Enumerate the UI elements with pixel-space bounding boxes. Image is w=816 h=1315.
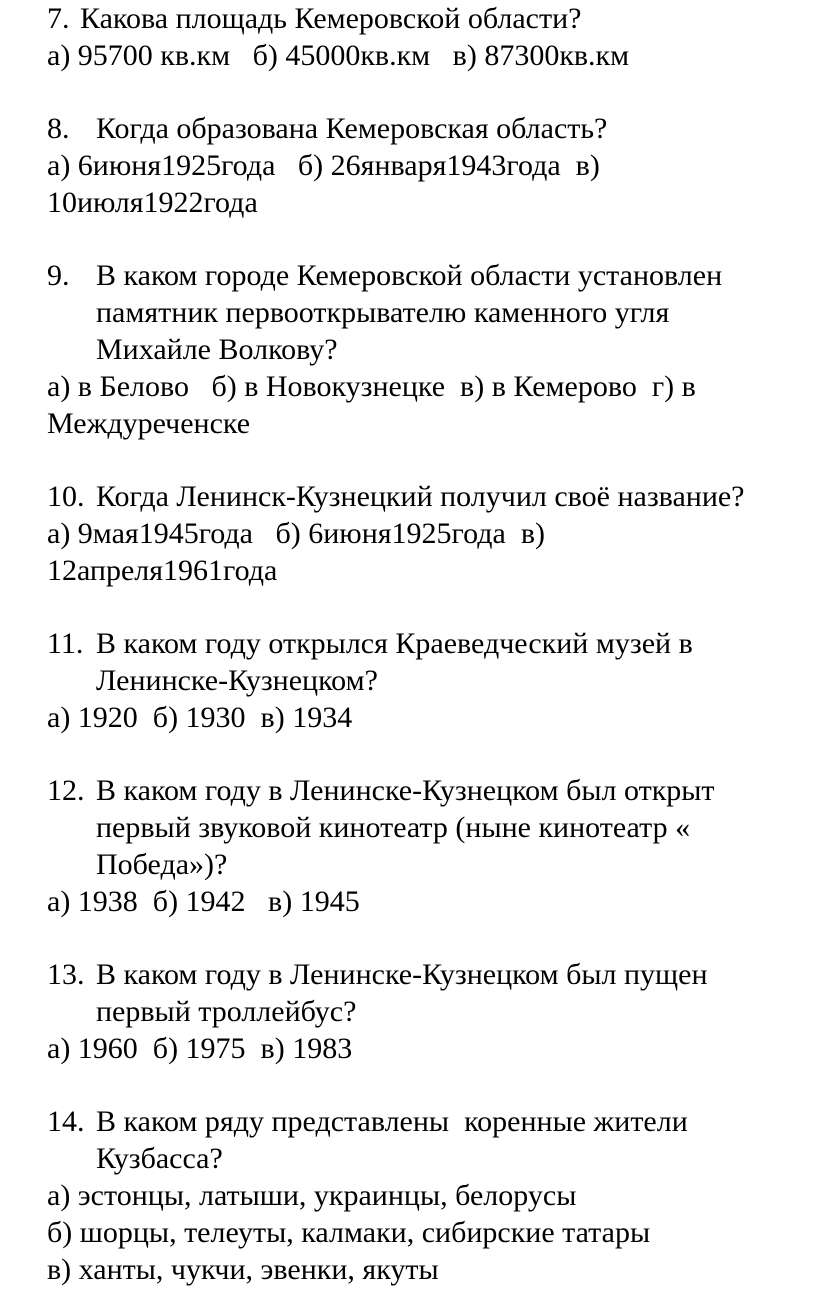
question-text: Ленинске-Кузнецком?: [96, 664, 378, 697]
question-text: Когда Ленинск-Кузнецкий получил своё название?: [96, 480, 745, 513]
answer-line: а) 6июня1925года б) 26января1943года в): [47, 149, 600, 182]
question-text: В каком году в Ленинске-Кузнецком был пущен: [96, 958, 708, 991]
answer-line: а) 1938 б) 1942 в) 1945: [47, 885, 360, 918]
question-text: В каком году открылся Краеведческий музей в: [96, 627, 693, 660]
answer-line: а) эстонцы, латыши, украинцы, белорусы: [47, 1179, 577, 1212]
answer-line: б) шорцы, телеуты, калмаки, сибирские татары: [47, 1216, 651, 1249]
answer-line: а) 1920 б) 1930 в) 1934: [47, 701, 353, 734]
question-text: первый звуковой кинотеатр (ныне кинотеатр «: [96, 811, 691, 844]
question-text: Кузбасса?: [96, 1142, 223, 1175]
answer-line: 10июля1922года: [47, 186, 258, 219]
answer-line: а) 9мая1945года б) 6июня1925года в): [47, 517, 545, 550]
question-text: Победа»)?: [96, 848, 228, 881]
answer-line: а) в Белово б) в Новокузнецке в) в Кемерово г) в: [47, 370, 696, 403]
question-number: 10.: [47, 480, 85, 513]
question-text: Михайле Волкову?: [96, 333, 338, 366]
answer-line: 12апреля1961года: [47, 554, 278, 587]
answer-line: Междуреченске: [47, 407, 251, 440]
question-text: первый троллейбус?: [96, 995, 357, 1028]
answer-line: в) ханты, чукчи, эвенки, якуты: [47, 1253, 439, 1286]
question-number: 13.: [47, 958, 85, 991]
question-text: В каком году в Ленинске-Кузнецком был открыт: [96, 774, 715, 807]
question-text: Когда образована Кемеровская область?: [96, 112, 608, 145]
answer-line: а) 95700 кв.км б) 45000кв.км в) 87300кв.км: [47, 39, 630, 72]
question-number: 12.: [47, 774, 85, 807]
question-text: памятник первооткрывателю каменного угля: [96, 296, 670, 329]
answer-line: а) 1960 б) 1975 в) 1983: [47, 1032, 353, 1065]
question-number: 9.: [47, 259, 70, 292]
question-number: 7.: [47, 2, 70, 35]
question-text: В каком ряду представлены коренные жители: [96, 1105, 688, 1138]
question-text: Какова площадь Кемеровской области?: [80, 2, 582, 35]
question-number: 8.: [47, 112, 70, 145]
question-number: 11.: [47, 627, 84, 660]
question-number: 14.: [47, 1105, 85, 1138]
question-text: В каком городе Кемеровской области установлен: [96, 259, 723, 292]
